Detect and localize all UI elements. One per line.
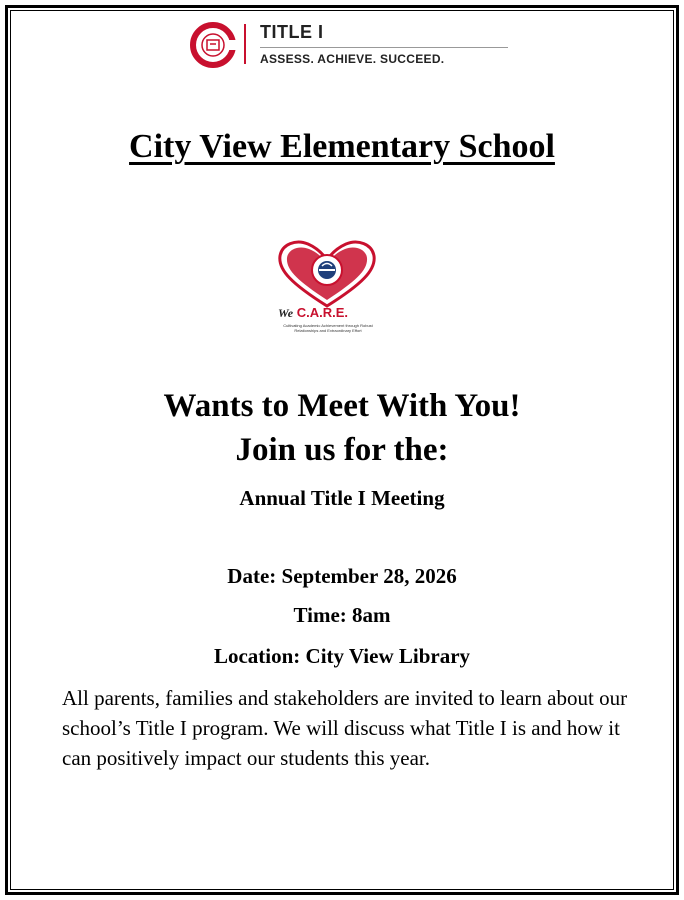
school-name-text: City View Elementary School [129,128,555,165]
headline-join: Join us for the: [235,432,449,468]
care-acronym: C.A.R.E. [296,305,349,320]
title-i-tagline: ASSESS. ACHIEVE. SUCCEED. [260,52,445,66]
care-wordmark [278,305,348,321]
title-i-logo [190,20,520,70]
logo-divider [244,24,246,64]
care-we: We [278,306,294,320]
headline-wants: Wants to Meet With You! [163,388,521,424]
title-i-name: TITLE I [260,22,324,42]
meeting-time: Time: 8am [293,603,391,627]
care-subtitle: Cultivating Academic Achievement through Robust Relationships and Extraordinary Effort [283,323,373,333]
care-logo [272,240,382,340]
meeting-name: Annual Title I Meeting [239,486,445,510]
meeting-date: Date: September 28, 2026 [227,564,457,588]
title-i-seal-icon [190,22,236,68]
invitation-paragraph: All parents, families and stakeholders are invited to learn about our school’s Title I program. We will discuss what Title I is and how it can positively impact our students this year. [62,686,628,770]
logo-rule [260,47,508,48]
heart-logo-icon [272,240,382,308]
meeting-location: Location: City View Library [213,644,471,668]
school-name-heading [0,128,684,166]
